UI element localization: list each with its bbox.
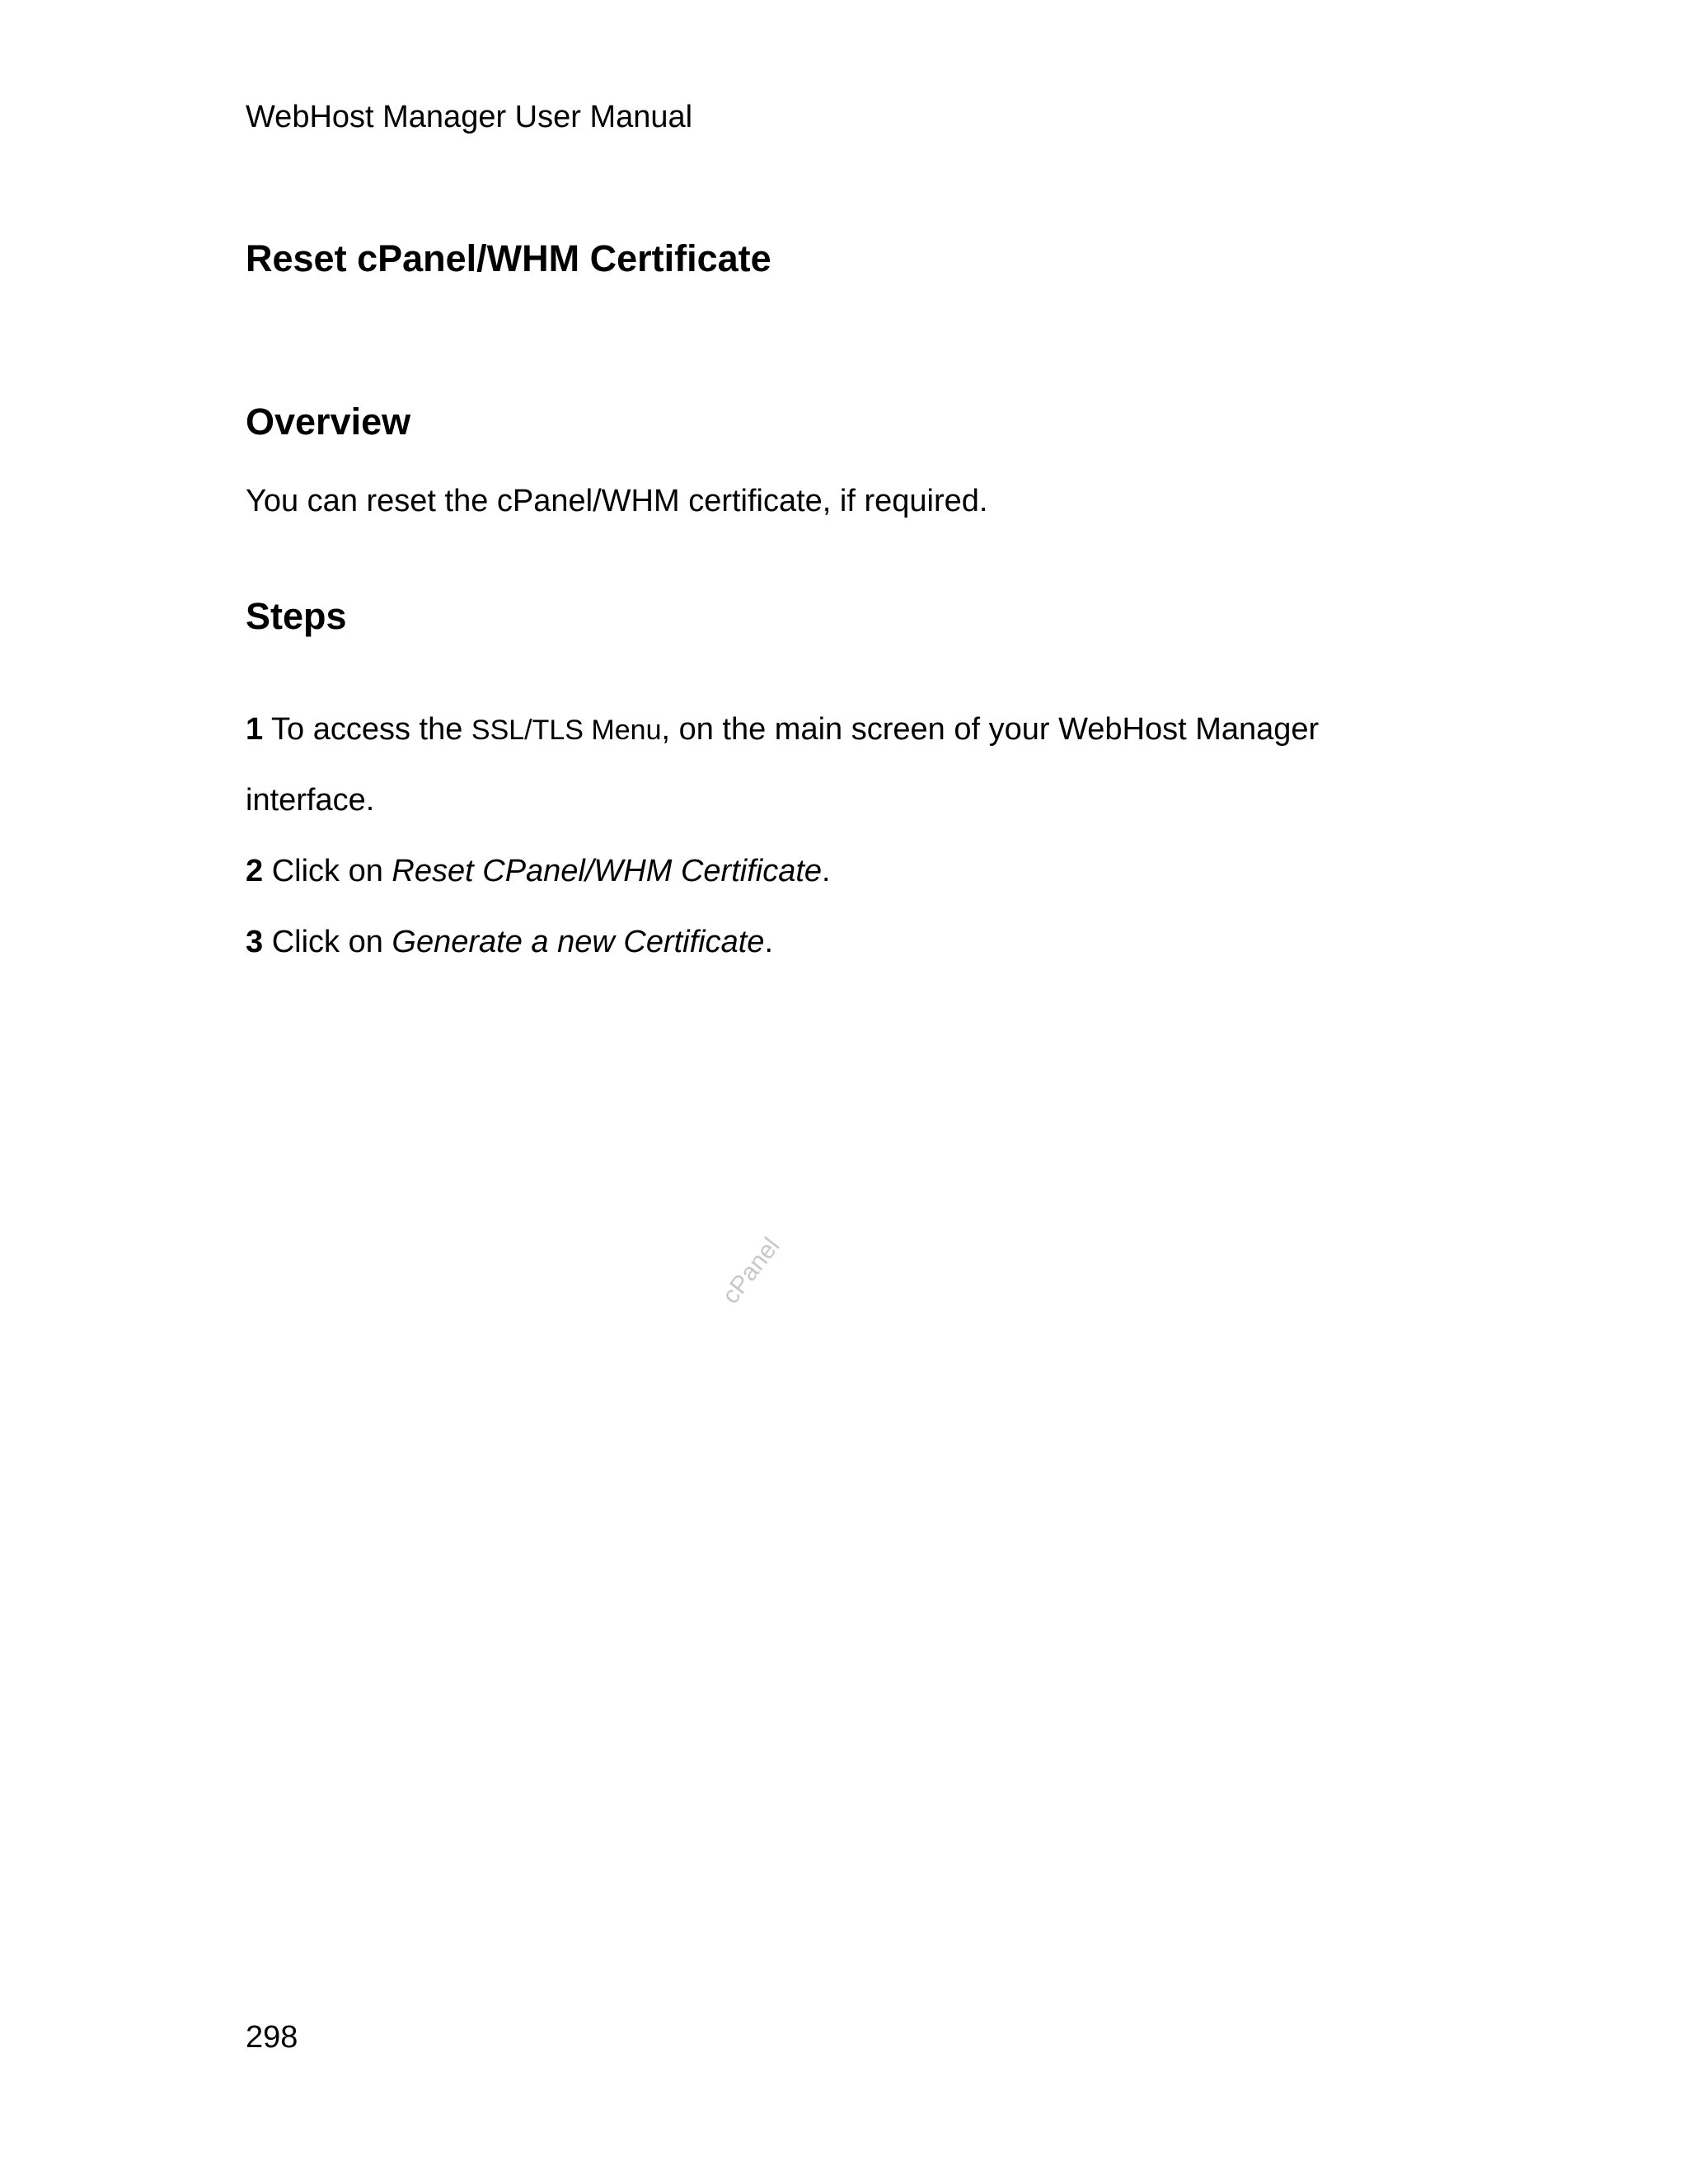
step-number: 1 bbox=[246, 712, 264, 747]
step-link-text: Reset CPanel/WHM Certificate bbox=[392, 854, 823, 888]
step-text: Click on bbox=[263, 854, 392, 888]
step-text: Click on bbox=[263, 925, 392, 959]
page-title: Reset cPanel/WHM Certificate bbox=[246, 237, 771, 279]
step-text: , on the main screen of your WebHost Manager bbox=[661, 712, 1320, 747]
step-link-text: Generate a new Certificate bbox=[392, 925, 765, 959]
overview-heading: Overview bbox=[246, 401, 411, 443]
running-header: WebHost Manager User Manual bbox=[246, 100, 693, 134]
steps-heading: Steps bbox=[246, 595, 347, 637]
step-2 bbox=[246, 851, 831, 891]
page-number: 298 bbox=[246, 2020, 298, 2055]
step-3 bbox=[246, 922, 773, 962]
step-text: . bbox=[822, 854, 831, 888]
watermark: cPanel bbox=[717, 1232, 785, 1310]
step-text: . bbox=[764, 925, 773, 959]
step-number: 2 bbox=[246, 854, 264, 888]
step-number: 3 bbox=[246, 925, 264, 959]
menu-reference: SSL/TLS Menu bbox=[471, 715, 662, 746]
overview-text: You can reset the cPanel/WHM certificate, if required. bbox=[246, 484, 988, 518]
step-1 bbox=[246, 710, 1319, 750]
step-1-continuation: interface. bbox=[246, 783, 375, 818]
step-text: To access the bbox=[263, 712, 471, 747]
